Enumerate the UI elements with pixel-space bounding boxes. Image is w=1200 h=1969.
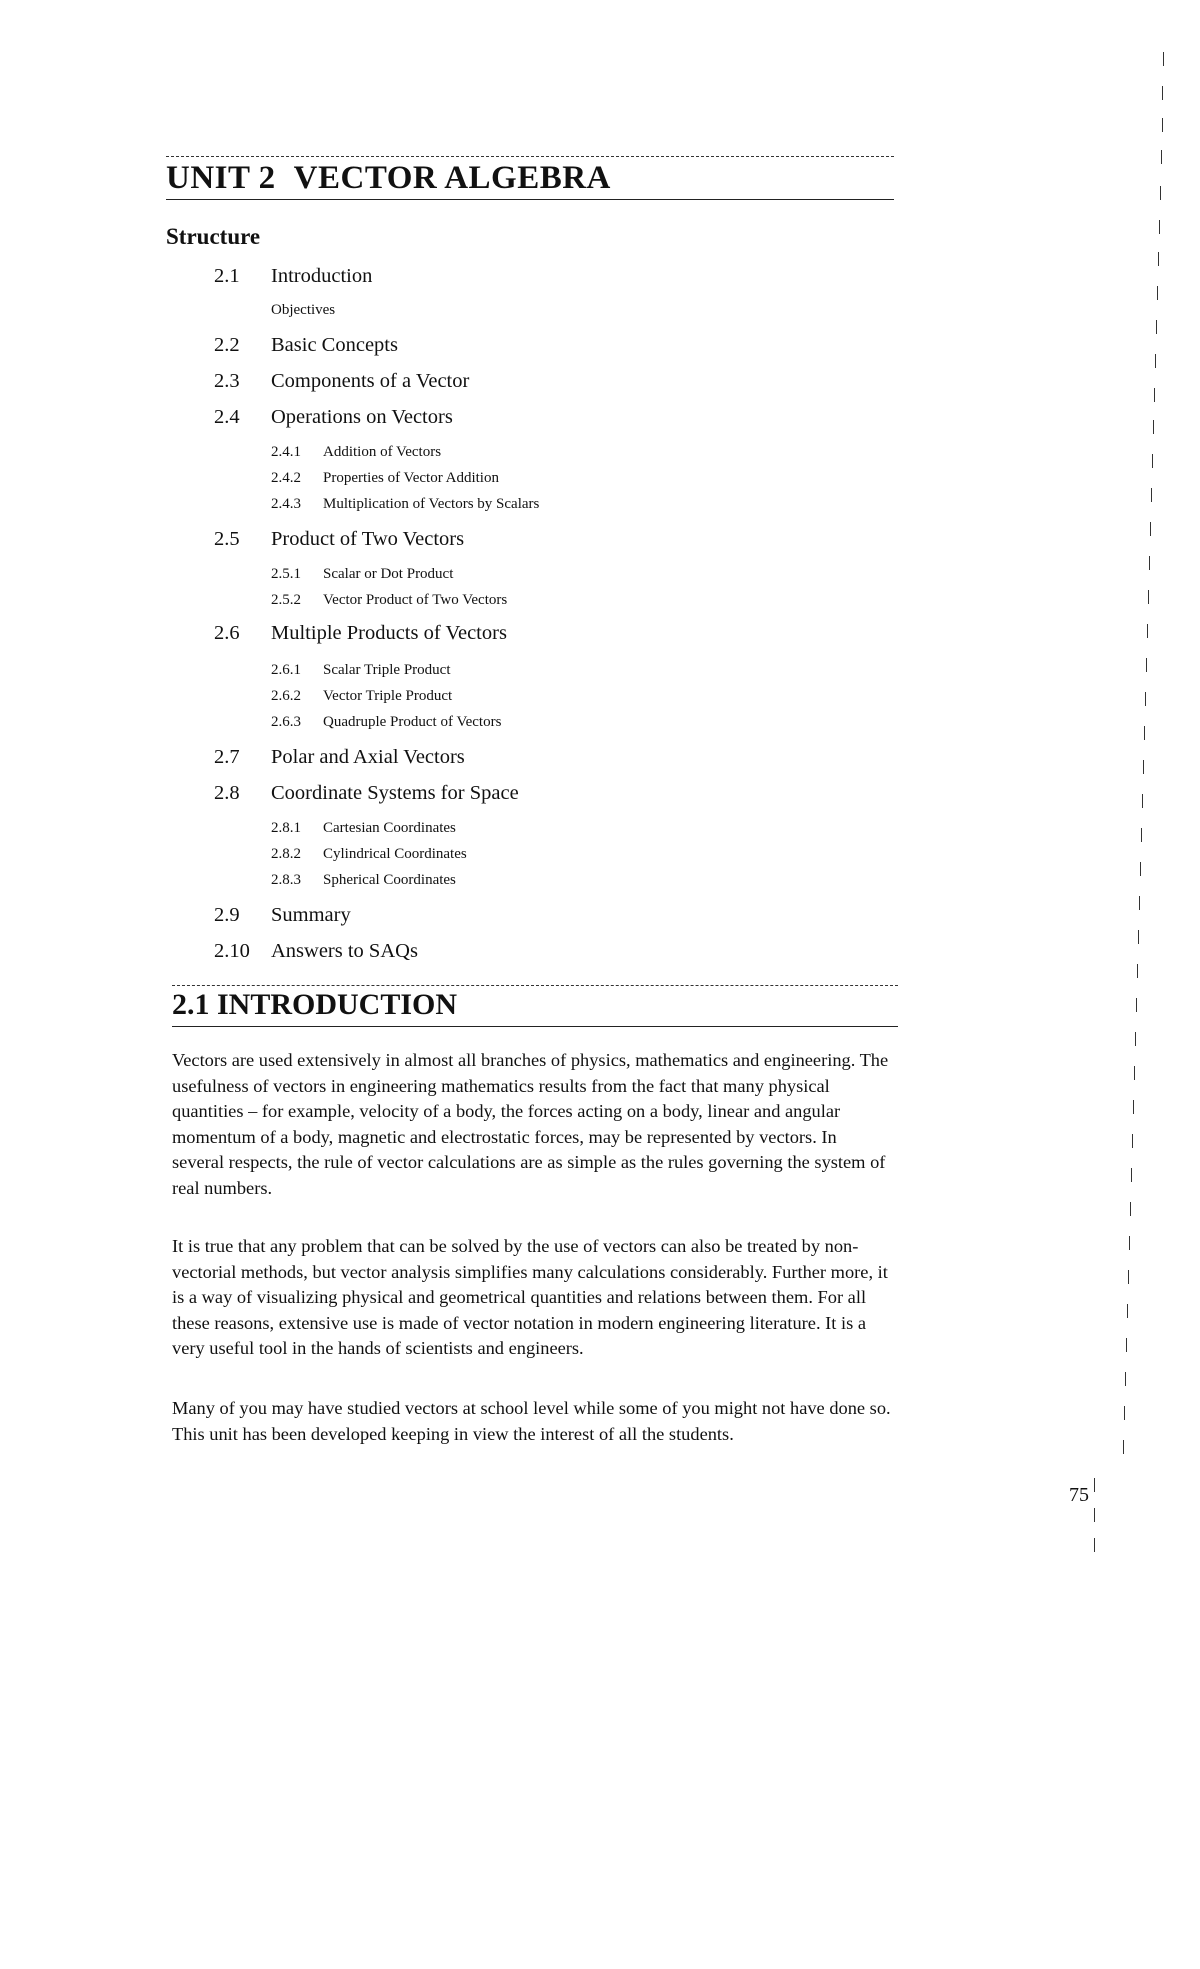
toc-item-label: Components of a Vector [271, 370, 470, 392]
margin-mark [1125, 1372, 1126, 1386]
paragraph-3: Many of you may have studied vectors at school level while some of you might not have done so. This unit has been developed keeping in view the interest of all the students. [172, 1398, 891, 1444]
margin-mark [1135, 1032, 1136, 1046]
toc-item-label: Scalar or Dot Product [323, 566, 454, 582]
margin-mark [1138, 930, 1139, 944]
margin-mark [1157, 286, 1158, 300]
toc-item-label: Basic Concepts [271, 334, 398, 356]
header-top-rule [166, 156, 894, 157]
margin-mark [1134, 1066, 1135, 1080]
margin-mark [1133, 1100, 1134, 1114]
margin-mark [1147, 624, 1148, 638]
margin-mark [1160, 186, 1161, 200]
toc-item-label: Summary [271, 904, 351, 926]
toc-item-label: Operations on Vectors [271, 406, 453, 428]
toc-item-label: Spherical Coordinates [323, 872, 456, 888]
section-bottom-rule [172, 1026, 898, 1027]
toc-item-label: Properties of Vector Addition [323, 470, 499, 486]
margin-mark [1142, 794, 1143, 808]
toc-item-label: Cylindrical Coordinates [323, 846, 467, 862]
margin-mark [1154, 388, 1155, 402]
margin-mark [1141, 828, 1142, 842]
toc-item-number: 2.8.2 [271, 846, 301, 862]
margin-mark [1127, 1304, 1128, 1318]
paragraph-1: Vectors are used extensively in almost all branches of physics, mathematics and engineering. The usefulness of vectors in engineering mathematics results from the fact that many physical quantities – for example, velocity of a body, the forces acting on a body, linear and angular momentum of a body, magnetic and electrostatic forces, may be represented by vectors. In several respects, the rule of vector calculations are as simple as the rules governing the system of real numbers. [172, 1050, 889, 1198]
margin-mark [1126, 1338, 1127, 1352]
margin-mark [1146, 658, 1147, 672]
toc-item-label: Multiplication of Vectors by Scalars [323, 496, 540, 512]
margin-mark [1152, 454, 1153, 468]
margin-mark [1159, 220, 1160, 234]
toc-item-number: 2.4.2 [271, 470, 301, 486]
toc-item-number: 2.9 [214, 904, 240, 926]
section-title: 2.1 INTRODUCTION [172, 988, 458, 1021]
margin-mark [1150, 522, 1151, 536]
margin-mark [1161, 150, 1162, 164]
toc-item-number: 2.8.3 [271, 872, 301, 888]
margin-mark [1144, 726, 1145, 740]
toc-item-number: 2.6.3 [271, 714, 301, 730]
toc-item-number: 2.2 [214, 334, 240, 356]
toc-item-label: Vector Product of Two Vectors [323, 592, 508, 608]
toc-item-label: Vector Triple Product [323, 688, 453, 704]
margin-mark [1123, 1440, 1124, 1454]
toc-item-number: 2.5.2 [271, 592, 301, 608]
toc-item-label: Addition of Vectors [323, 444, 442, 460]
toc-item-number: 2.4.3 [271, 496, 301, 512]
margin-mark [1143, 760, 1144, 774]
structure-label: Structure [166, 224, 261, 249]
toc-item-label: Objectives [271, 302, 336, 318]
toc-item-label: Scalar Triple Product [323, 662, 451, 678]
margin-mark [1155, 354, 1156, 368]
toc-item-label: Introduction [271, 265, 373, 287]
unit-name: VECTOR ALGEBRA [293, 160, 611, 196]
margin-mark [1158, 252, 1159, 266]
section-top-rule [172, 985, 898, 986]
toc-item-number: 2.7 [214, 746, 240, 768]
toc-item-number: 2.10 [214, 940, 250, 962]
page-number: 75 [1069, 1484, 1089, 1506]
margin-mark [1094, 1508, 1095, 1522]
toc-item-label: Answers to SAQs [271, 940, 418, 962]
unit-number: UNIT 2 [166, 160, 276, 196]
toc-item-number: 2.1 [214, 265, 240, 287]
margin-mark [1094, 1538, 1095, 1552]
margin-mark [1094, 1478, 1095, 1492]
margin-mark [1153, 420, 1154, 434]
margin-mark [1129, 1236, 1130, 1250]
toc-item-number: 2.6 [214, 622, 240, 644]
toc-item-number: 2.5.1 [271, 566, 301, 582]
margin-mark [1140, 862, 1141, 876]
toc-item-number: 2.5 [214, 528, 240, 550]
margin-mark [1149, 556, 1150, 570]
margin-mark [1156, 320, 1157, 334]
toc-item-label: Quadruple Product of Vectors [323, 714, 502, 730]
margin-mark [1137, 964, 1138, 978]
unit-title [166, 160, 611, 197]
margin-mark [1132, 1134, 1133, 1148]
paragraph-2: It is true that any problem that can be solved by the use of vectors can also be treated by non-vectorial methods, but vector analysis simplifies many calculations considerably. Further more, it is a way of visualizing physical and geometrical quantities and relations between them. For all these reasons, extensive use is made of vector notation in modern engineering literature. It is a very useful tool in the hands of scientists and engineers. [172, 1236, 888, 1358]
header-bottom-rule [166, 199, 894, 200]
toc-item-number: 2.4 [214, 406, 240, 428]
toc-item-label: Coordinate Systems for Space [271, 782, 519, 804]
margin-mark [1162, 118, 1163, 132]
margin-mark [1130, 1202, 1131, 1216]
margin-mark [1131, 1168, 1132, 1182]
margin-mark [1151, 488, 1152, 502]
margin-mark [1162, 86, 1163, 100]
toc-item-label: Cartesian Coordinates [323, 820, 456, 836]
toc-item-number: 2.3 [214, 370, 240, 392]
toc-item-label: Product of Two Vectors [271, 528, 465, 550]
toc-item-number: 2.8 [214, 782, 240, 804]
margin-mark [1163, 52, 1164, 66]
toc-item-number: 2.8.1 [271, 820, 301, 836]
margin-mark [1128, 1270, 1129, 1284]
toc-item-label: Multiple Products of Vectors [271, 622, 507, 644]
toc-item-number: 2.6.1 [271, 662, 301, 678]
toc-item-label: Polar and Axial Vectors [271, 746, 465, 768]
margin-mark [1124, 1406, 1125, 1420]
margin-mark [1139, 896, 1140, 910]
margin-mark [1148, 590, 1149, 604]
toc-item-number: 2.6.2 [271, 688, 301, 704]
margin-mark [1145, 692, 1146, 706]
toc-item-number: 2.4.1 [271, 444, 301, 460]
margin-mark [1136, 998, 1137, 1012]
